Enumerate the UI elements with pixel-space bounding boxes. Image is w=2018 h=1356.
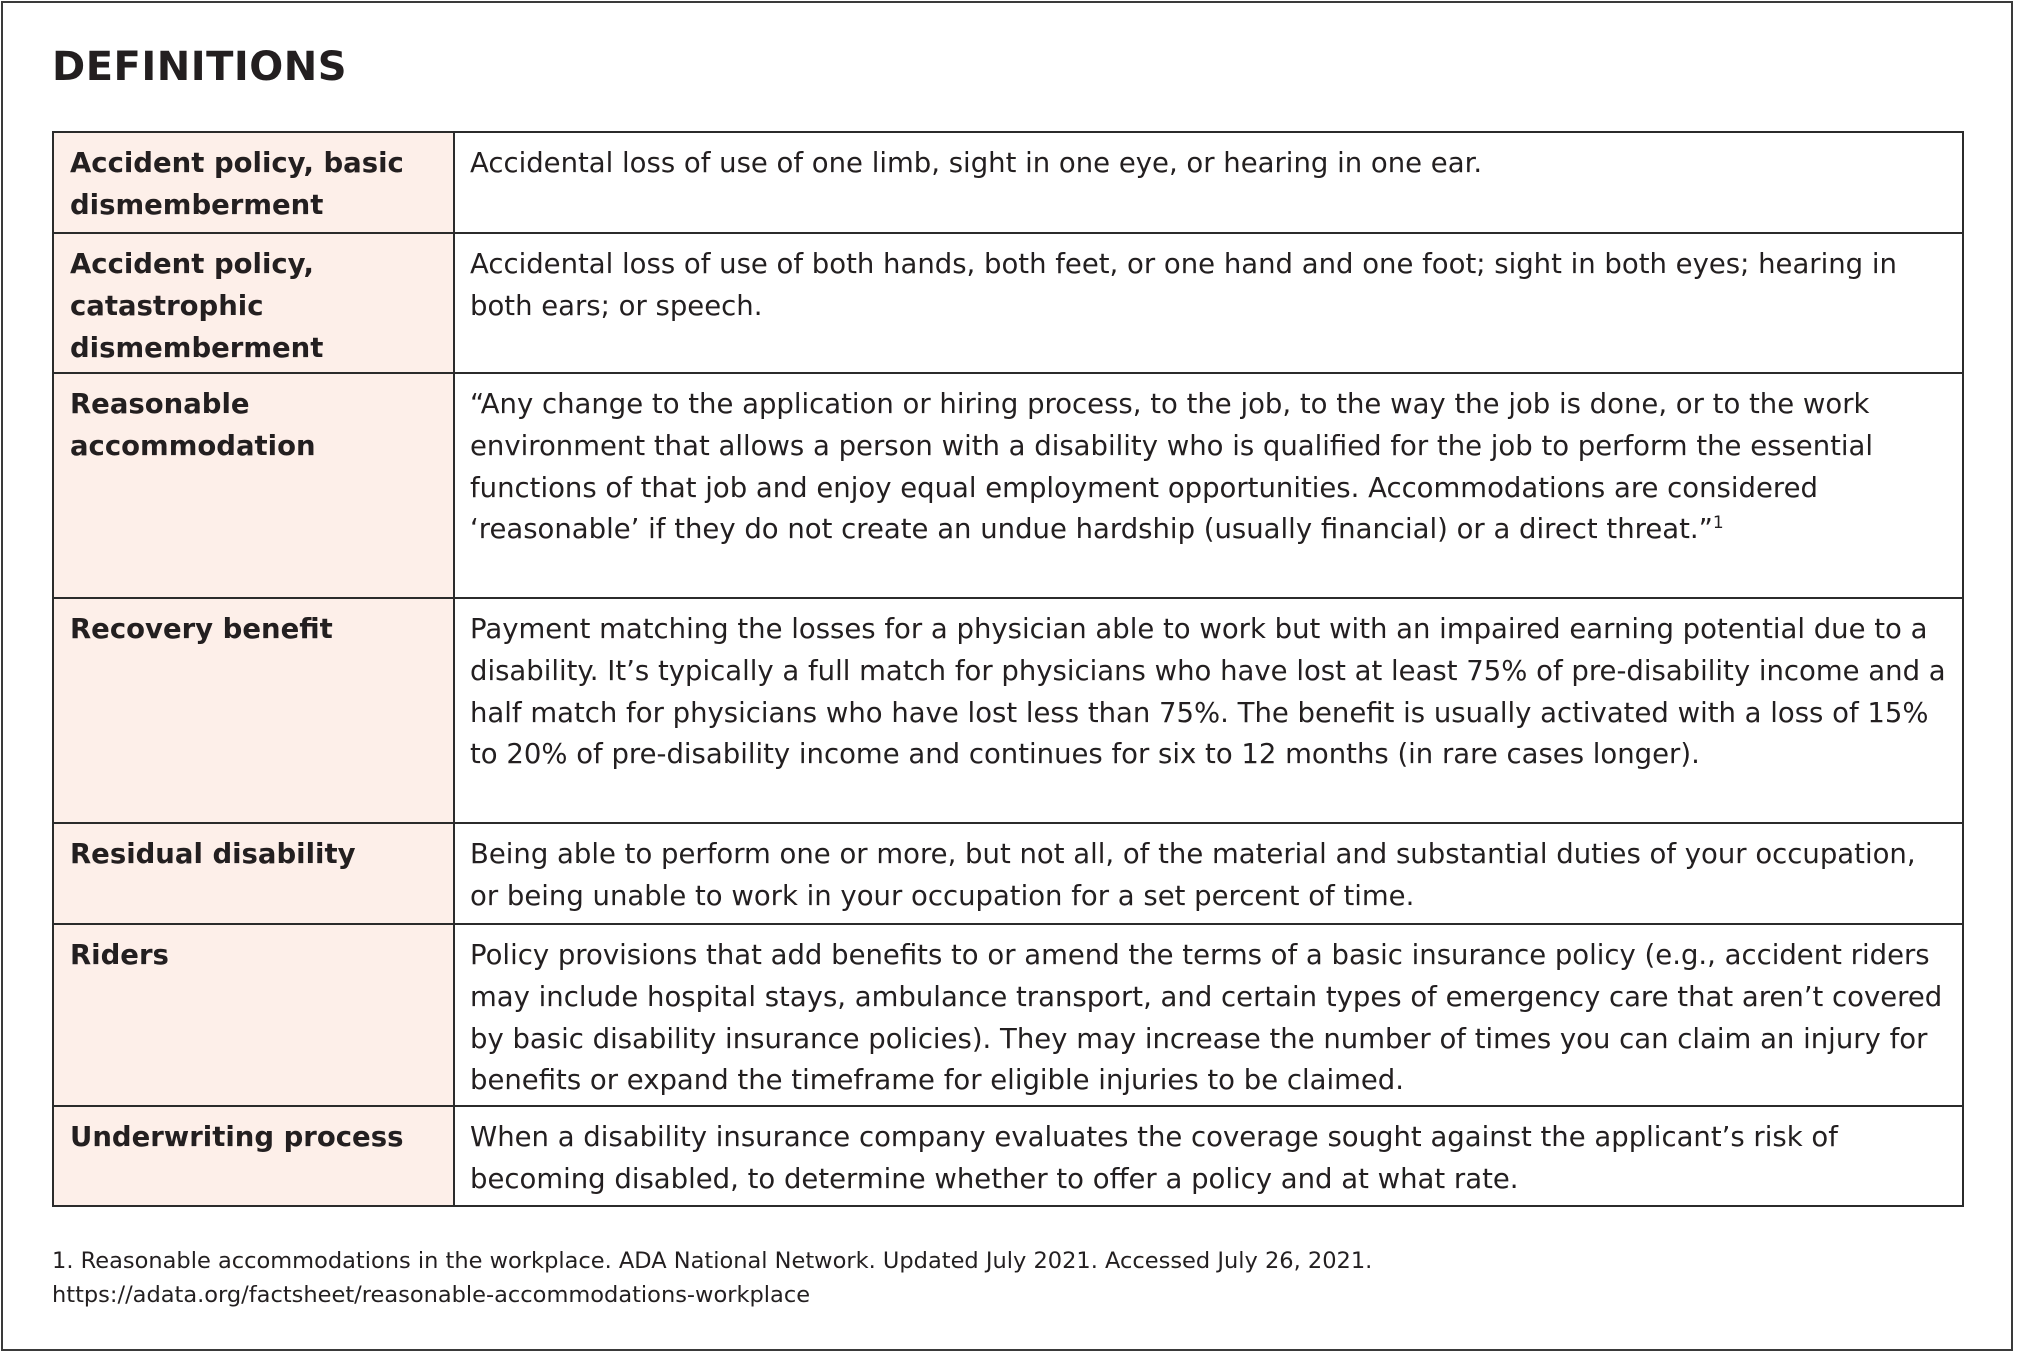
footnote-reference[interactable]: 1 <box>1712 513 1724 534</box>
footnote: 1. Reasonable accommodations in the workplace. ADA National Network. Updated July 2021. Accessed July 26, 2021. https://adata.org/factsheet/reasonable-accommodations-workplace <box>52 1248 1373 1308</box>
term-cell: Riders <box>53 924 454 1106</box>
term-cell: Accident policy, catastrophic dismemberment <box>53 233 454 373</box>
term-cell: Residual disability <box>53 823 454 924</box>
term-cell: Reasonable accommodation <box>53 373 454 598</box>
table-row <box>53 598 1963 823</box>
definition-cell: When a disability insurance company evaluates the coverage sought against the applicant’s risk of becoming disabled, to determine whether to offer a policy and at what rate. <box>454 1106 1963 1206</box>
definition-cell: Accidental loss of use of one limb, sight in one eye, or hearing in one ear. <box>454 132 1963 233</box>
table-row <box>53 132 1963 233</box>
definition-cell: Policy provisions that add benefits to or amend the terms of a basic insurance policy (e.g., accident riders may include hospital stays, ambulance transport, and certain types of emergency care that aren’t covered by basic disability insurance policies). They may increase the number of times you can claim an injury for benefits or expand the timeframe for eligible injuries to be claimed. <box>454 924 1963 1106</box>
term-cell: Underwriting process <box>53 1106 454 1206</box>
definition-text: “Any change to the application or hiring process, to the job, to the way the job is done, or to the work environment that allows a person with a disability who is qualified for the job to perform the essential functions of that job and enjoy equal employment opportunities. Accommodations are considered ‘reasonable’ if they do not create an undue hardship (usually financial) or a direct threat.” <box>470 388 1874 546</box>
definitions-table <box>52 131 1964 1207</box>
table-row <box>53 1106 1963 1206</box>
table-row <box>53 823 1963 924</box>
definition-cell: Payment matching the losses for a physician able to work but with an impaired earning potential due to a disability. It’s typically a full match for physicians who have lost at least 75% of pre-disability income and a half match for physicians who have lost less than 75%. The benefit is usually activated with a loss of 15% to 20% of pre-disability income and continues for six to 12 months (in rare cases longer). <box>454 598 1963 823</box>
term-cell: Accident policy, basic dismemberment <box>53 132 454 233</box>
term-cell: Recovery benefit <box>53 598 454 823</box>
page-title: DEFINITIONS <box>52 44 348 90</box>
definition-cell <box>454 373 1963 598</box>
definition-cell: Being able to perform one or more, but not all, of the material and substantial duties of your occupation, or being unable to work in your occupation for a set percent of time. <box>454 823 1963 924</box>
definition-cell: Accidental loss of use of both hands, both feet, or one hand and one foot; sight in both eyes; hearing in both ears; or speech. <box>454 233 1963 373</box>
table-row <box>53 373 1963 598</box>
table-row <box>53 233 1963 373</box>
table-row <box>53 924 1963 1106</box>
